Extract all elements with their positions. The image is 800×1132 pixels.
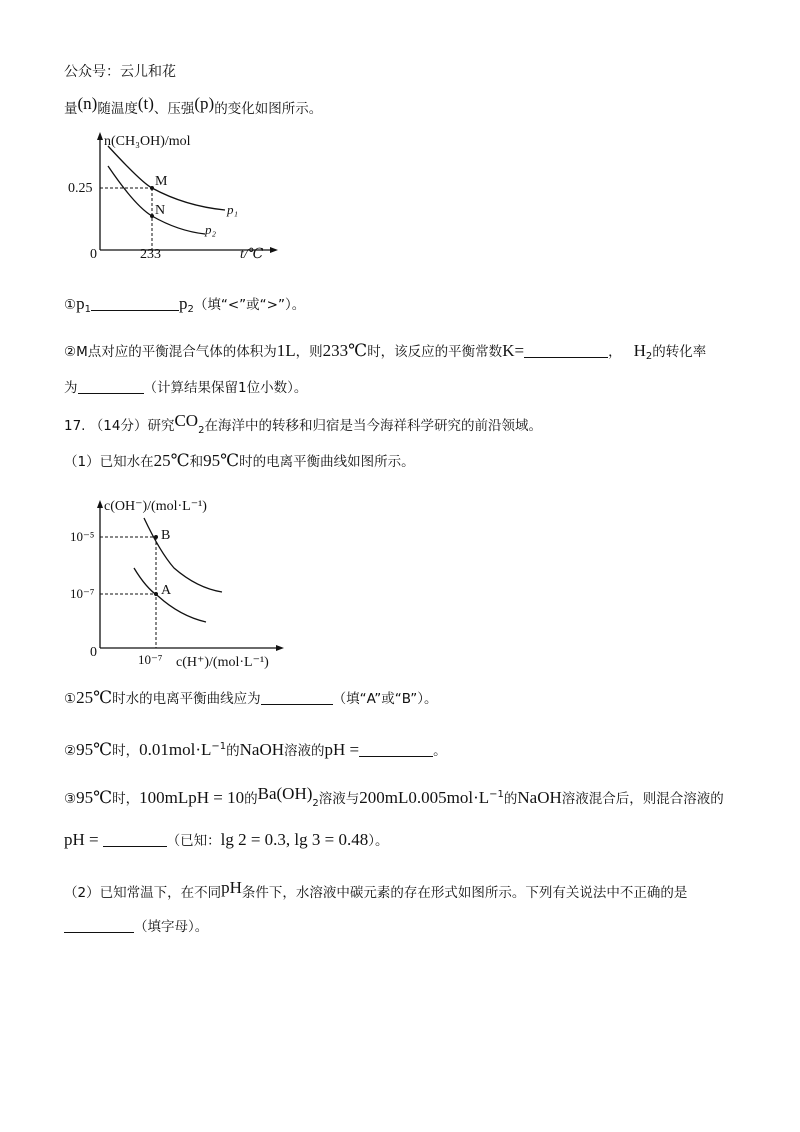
circle-num: ③ (64, 791, 77, 807)
answer-blank[interactable] (524, 343, 608, 358)
s1-text: 时水的电离平衡曲线应为 (112, 691, 261, 707)
answer-blank[interactable] (261, 690, 333, 705)
p1-sub: 1 (84, 304, 91, 315)
circle-num: ② (64, 743, 77, 759)
intro-text: 的变化如图所示。 (214, 101, 323, 117)
part2-text: （填字母）。 (134, 919, 209, 935)
point-a (154, 592, 158, 596)
q2-text: M点对应的平衡混合气体的体积为 (76, 344, 277, 360)
x-arrow (270, 247, 278, 253)
s1-text: （填“A”或“B”）。 (332, 691, 438, 707)
label-n: N (155, 203, 166, 218)
y-tick-1e-7: 10⁻⁷ (70, 586, 95, 601)
intro-text: 量 (64, 101, 78, 117)
s2-text: 的 (226, 743, 240, 759)
ph-symbol: pH (221, 878, 242, 897)
y-arrow (97, 132, 103, 140)
s3-text: ）。 (368, 833, 389, 849)
co2-symbol: CO (174, 411, 199, 430)
q2-text: ， (608, 344, 622, 360)
part1-text: 时的电离平衡曲线如图所示。 (239, 454, 415, 470)
q2-text: 为 (64, 380, 78, 396)
temperature-value: 233℃ (322, 341, 368, 360)
y-axis-label: n(CH₃OH)/mol (104, 134, 191, 149)
label-p1: p₁ (227, 202, 239, 217)
question-2-line-2 (64, 378, 307, 398)
intro-p: (p) (194, 94, 215, 113)
q2-text: （计算结果保留1位小数）。 (143, 380, 308, 396)
part1-text: 和 (189, 454, 204, 470)
baoh2-sub: 2 (312, 798, 319, 809)
temp-95: 95℃ (203, 451, 240, 470)
hint-text: （填“<”或“>”）。 (193, 297, 306, 313)
q17-text: （14分）研究 (89, 418, 175, 434)
y-tick-025: 0.25 (68, 181, 93, 196)
label-m: M (155, 174, 168, 189)
origin-label: 0 (90, 645, 97, 660)
s2-text: 溶液的 (284, 743, 325, 759)
circle-num: ① (64, 691, 77, 707)
y-tick-1e-5: 10⁻⁵ (70, 529, 95, 544)
x-axis-label: t/℃ (240, 247, 264, 262)
header-label: 公众号：云儿和花 (64, 64, 176, 80)
intro-text: 随温度 (97, 101, 138, 117)
point-n (150, 214, 154, 218)
answer-blank[interactable] (91, 296, 179, 311)
origin-label: 0 (90, 247, 97, 262)
volume-value: 1L (276, 341, 296, 360)
temp-25: 25℃ (76, 688, 113, 707)
h2-symbol: H (633, 341, 646, 360)
q2-text: 时，该反应的平衡常数 (367, 344, 503, 360)
part-1 (64, 451, 415, 472)
s3-text: 的 (244, 791, 258, 807)
volume-conc-value: 200mL0.005mol·L (359, 788, 490, 807)
intro-n: (n) (77, 94, 98, 113)
question-number: 17. (64, 418, 86, 434)
label-p2: p₂ (205, 222, 217, 237)
s3-text: 溶液混合后，则混合溶液的 (561, 791, 724, 807)
s2-text: 时， (112, 743, 140, 759)
point-m (150, 186, 154, 190)
y-arrow (97, 500, 103, 508)
chart-water-ionization (62, 492, 302, 672)
sub-question-3-line-2 (64, 830, 389, 851)
question-2 (64, 341, 706, 367)
part-2 (64, 878, 687, 903)
chart-methanol (60, 128, 290, 264)
temp-95: 95℃ (76, 740, 113, 759)
x-tick-233: 233 (140, 247, 161, 262)
label-b: B (161, 528, 171, 543)
label-a: A (161, 583, 172, 598)
sub-question-3 (64, 784, 724, 814)
s2-text: 。 (433, 743, 447, 759)
part1-text: （1）已知水在 (64, 454, 154, 470)
q2-text: 的转化率 (652, 344, 707, 360)
ph-label: pH = (324, 740, 360, 759)
intro-line (64, 94, 322, 119)
naoh-formula: NaOH (517, 788, 562, 807)
part2-text: （2）已知常温下，在不同 (64, 885, 222, 901)
sub-question-2 (64, 737, 447, 761)
part-2-line-2 (64, 917, 208, 937)
s3-text: 时， (112, 791, 140, 807)
volume-ph-value: 100mLpH = 10 (139, 788, 245, 807)
temp-95: 95℃ (76, 788, 113, 807)
q2-text: ，则 (295, 344, 323, 360)
part2-text: 条件下，水溶液中碳元素的存在形式如图所示。下列有关说法中不正确的是 (241, 885, 688, 901)
answer-blank[interactable] (78, 379, 144, 394)
x-axis-label: c(H⁺)/(mol·L⁻¹) (176, 655, 269, 670)
y-axis-label: c(OH⁻)/(mol·L⁻¹) (104, 499, 207, 514)
question-17 (64, 411, 542, 441)
h2-sub: 2 (645, 351, 653, 362)
question-1 (64, 294, 305, 320)
p1-symbol: p (76, 294, 85, 313)
point-b (154, 535, 158, 539)
answer-blank[interactable] (359, 742, 433, 757)
intro-text: 、压强 (153, 101, 195, 117)
s3-text: 溶液与 (318, 791, 360, 807)
p2-sub: 2 (187, 304, 194, 315)
s3-text: 的 (503, 791, 518, 807)
baoh2-formula: Ba(OH) (257, 784, 313, 803)
ph-label: pH = (64, 830, 99, 849)
co2-sub: 2 (198, 425, 205, 436)
p2-symbol: p (178, 294, 188, 313)
circle-num: ② (64, 344, 77, 360)
sub-question-1 (64, 688, 437, 709)
intro-t: (t) (137, 94, 154, 113)
exponent: −1 (211, 741, 227, 752)
circle-num: ① (64, 297, 77, 313)
naoh-formula: NaOH (239, 740, 285, 759)
exponent: −1 (489, 789, 504, 800)
temp-25: 25℃ (153, 451, 190, 470)
s3-text: （已知： (166, 833, 221, 849)
concentration-value: 0.01mol·L (139, 740, 212, 759)
x-arrow (276, 645, 284, 651)
q17-text: 在海洋中的转移和归宿是当今海祥科学研究的前沿领域。 (204, 418, 542, 434)
log-values: lg 2 = 0.3, lg 3 = 0.48 (220, 830, 369, 849)
answer-blank[interactable] (64, 918, 134, 933)
answer-blank[interactable] (103, 832, 167, 847)
x-tick-1e-7: 10⁻⁷ (138, 652, 163, 667)
k-symbol: K= (502, 341, 525, 360)
